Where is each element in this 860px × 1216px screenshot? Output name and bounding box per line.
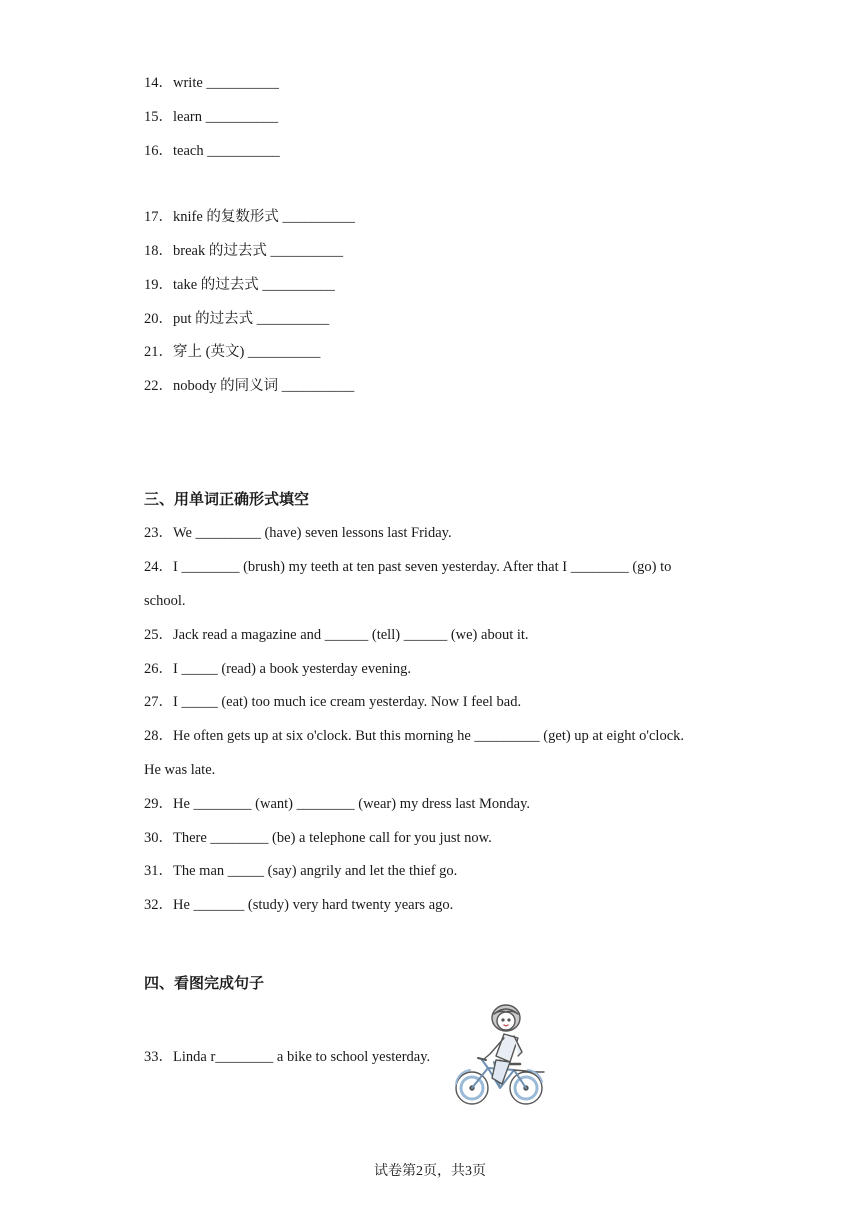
page-footer: 试卷第2页，共3页: [374, 1164, 486, 1179]
question-33: 33．Linda r________ a bike to school yesterday.: [144, 1049, 431, 1065]
question-32: 32．He _______ (study) very hard twenty years ago.: [144, 897, 454, 913]
question-30: 30．There ________ (be) a telephone call for you just now.: [144, 830, 492, 846]
section-3-heading: 三、用单词正确形式填空: [144, 490, 310, 508]
question-23: 23．We _________ (have) seven lessons last Friday.: [144, 525, 452, 541]
question-20: 20．put 的过去式 __________: [144, 311, 330, 327]
question-31: 31．The man _____ (say) angrily and let the thief go.: [144, 863, 458, 879]
question-14: 14．write __________: [144, 75, 279, 91]
question-21: 21．穿上 (英文) __________: [144, 344, 321, 360]
question-26: 26．I _____ (read) a book yesterday evening.: [144, 661, 411, 677]
question-24: 24．I ________ (brush) my teeth at ten past seven yesterday. After that I ________ (go) to: [144, 559, 672, 575]
question-16: 16．teach __________: [144, 143, 280, 159]
girl-riding-bike-icon: [448, 1004, 548, 1110]
question-24-continued: school.: [144, 593, 186, 609]
section-4-heading: 四、看图完成句子: [144, 974, 265, 992]
question-28-continued: He was late.: [144, 762, 216, 778]
question-28: 28．He often gets up at six o'clock. But this morning he _________ (get) up at eight o'clock.: [144, 728, 685, 744]
question-19: 19．take 的过去式 __________: [144, 277, 335, 293]
question-27: 27．I _____ (eat) too much ice cream yesterday. Now I feel bad.: [144, 694, 522, 710]
question-17: 17．knife 的复数形式 __________: [144, 209, 356, 225]
question-29: 29．He ________ (want) ________ (wear) my dress last Monday.: [144, 796, 531, 812]
question-15: 15．learn __________: [144, 109, 279, 125]
question-22: 22．nobody 的同义词 __________: [144, 378, 355, 394]
question-18: 18．break 的过去式 __________: [144, 243, 343, 259]
question-25: 25．Jack read a magazine and ______ (tell) ______ (we) about it.: [144, 627, 529, 643]
